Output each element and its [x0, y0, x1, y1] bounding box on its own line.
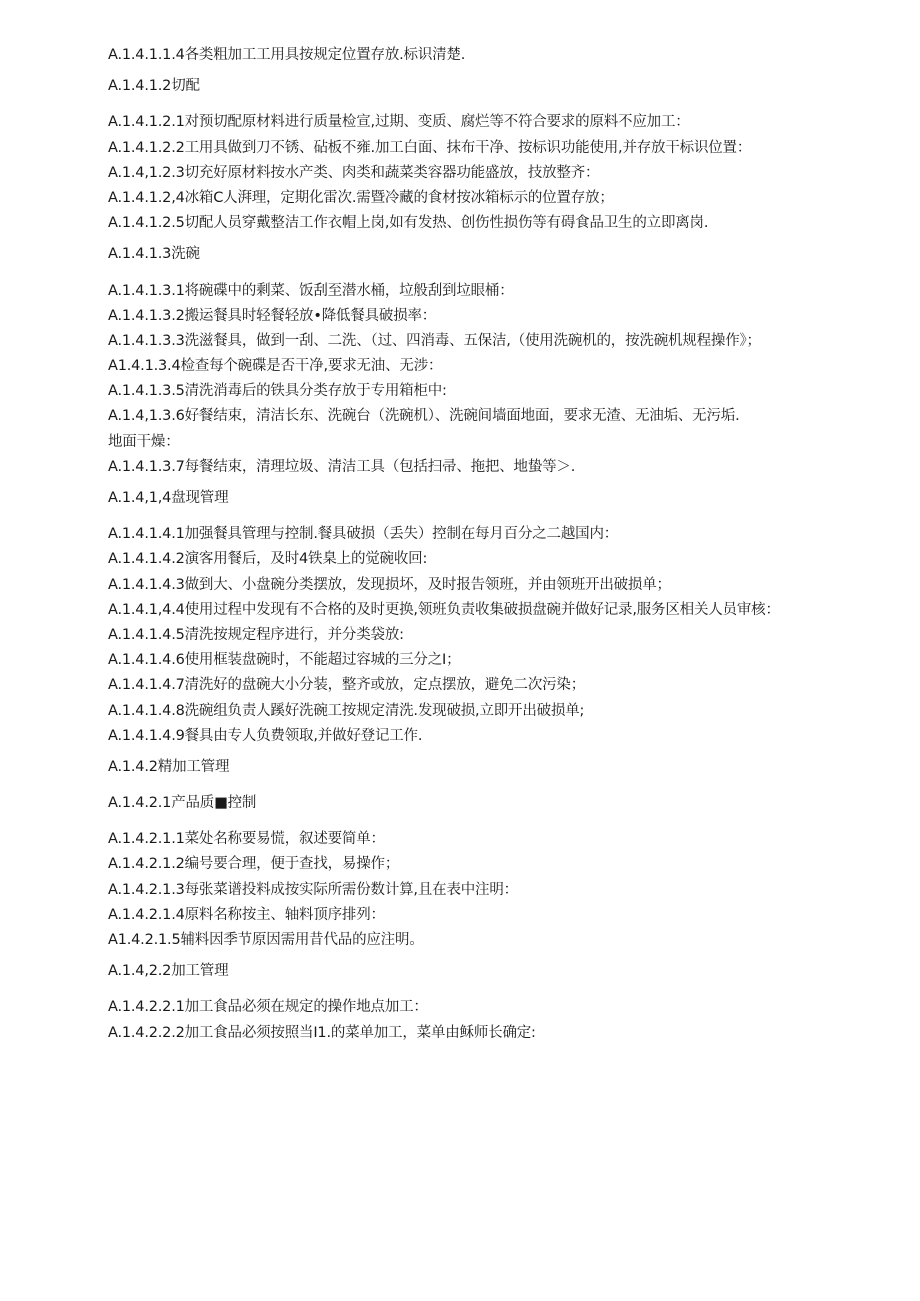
clause-item: A.1.4,1.2.3切充好原材料按水产类、肉类和蔬菜类容器功能盛放，技放整齐：: [108, 164, 600, 181]
clause-item: A.1.4.1.3.1将碗碟中的剩菜、饭刮至潜水桶，垃般刮到垃眼桶：: [108, 282, 514, 299]
clause-item: A.1.4.1,4.4使用过程中发现有不合格的及时更换,领班负责收集破损盘碗并做好记录,服务区相关人员审核：: [108, 601, 780, 618]
clause-item: A.1.4.1.3.7每餐结束，清理垃圾、清洁工具（包括扫帚、拖把、地蛰等＞.: [108, 458, 576, 475]
section-heading: A.1.4,1,4盘现管理: [108, 490, 229, 506]
clause-item: A.1.4.2.1.1菜处名称要易慌，叙述要简单：: [108, 831, 385, 848]
clause-item: A.1.4.2.1.4原料名称按主、轴料顶序排列：: [108, 906, 385, 923]
section-heading: A.1.4,2.2加工管理: [108, 963, 229, 980]
section-heading: A.1.4.1.2切配: [108, 78, 200, 95]
clause-item: A.1.4.1.4.2演客用餐后，及时4铁臬上的觉碗收回:: [108, 551, 428, 568]
clause-item: A1.4.1.3.4检查每个碗碟是否干净,要求无油、无涉：: [108, 358, 443, 375]
clause-item: A.1.4,1.3.6好餐结束，清洁长东、洗碗台（洗碗机）、洗碗间墙面地面，要求无渣、无油垢、无污垢.: [108, 408, 740, 425]
clause-item: A.1.4.1.4.5清洗按规定程序进行，并分类袋放:: [108, 626, 404, 643]
clause-item: A.1.4.2.1.3每张菜谱投料成按实际所需份数计算,且在表中注明：: [108, 881, 518, 898]
clause-item: A1.4.2.1.5辅料因季节原因需用昔代品的应注明。: [108, 932, 424, 948]
clause-item: A.1.4.1.4.7清洗好的盘碗大小分装，整齐或放，定点摆放，避免二次污染；: [108, 677, 586, 694]
clause-item: A.1.4.1.4.9餐具由专人负费领取,并做好登记工作.: [108, 727, 423, 744]
clause-item: A.1.4.2.2.1加工食品必须在规定的操作地点加工：: [108, 999, 428, 1016]
section-heading: A.1.4.2精加工管理: [108, 758, 230, 775]
clause-item: A.1.4.1.4.8洗碗组负责人蹊好洗碗工按规定清洗.发现破损,立即开出破损单;: [108, 702, 585, 719]
clause-item: A.1.4.2.2.2加工食品必须按照当I1.的菜单加工，菜单由稣师长确定:: [108, 1024, 536, 1041]
clause-item: A.1.4.1.4.6使用框装盘碗时，不能超过容城的三分之I；: [108, 652, 461, 669]
clause-item: A.1.4.1.2.2工用具做到刀不锈、砧板不雍.加工白面、抹布干净、按标识功能使用,并存放干标识位置：: [108, 139, 752, 156]
clause-item: A.1.4.1.3.5清洗消毒后的铁具分类存放于专用箱柜中:: [108, 383, 447, 400]
section-heading: A.1.4.2.1产品质■控制: [108, 795, 257, 812]
document-body: [108, 43, 898, 1046]
section-heading: A.1.4.1.3洗碗: [108, 246, 200, 263]
clause-item: A.1.4.1.1.4各类粗加工工用具按规定位置存放.标识清楚.: [108, 47, 466, 63]
clause-item: A.1.4.1.4.3做到大、小盘碗分类摆放，发现损坏，及时报告领班，并由领班开出破损单；: [108, 576, 671, 593]
clause-item: A.1.4.1.2.1对预切配原材料进行质量检宣,过期、变质、腐烂等不符合要求的原料不应加工：: [108, 114, 690, 131]
clause-item: A.1.4.1.3.2搬运餐具时轻餐轻放•降低餐具破损率：: [108, 307, 437, 324]
clause-item: A.1.4.1.2.5切配人员穿戴整洁工作衣帽上岗,如有发热、创伤性损伤等有碍食品卫生的立即离岗.: [108, 215, 709, 232]
clause-item: A.1.4.1.4.1加强餐具管理与控制.餐具破损（丢失）控制在每月百分之二越国内：: [108, 526, 619, 543]
clause-item: 地面干燥：: [108, 433, 180, 450]
clause-item: A.1.4.1.3.3洗滋餐具，做到一刮、二洗、（过、四消毒、五保洁,（使用洗碗机的，按洗碗机规程操作》；: [108, 332, 761, 349]
clause-item: A.1.4.1.2,4冰箱C人湃理，定期化雷次.需暨冷藏的食材按冰箱标示的位置存放；: [108, 189, 614, 206]
clause-item: A.1.4.2.1.2编号要合理，便于查找，易操作；: [108, 856, 400, 873]
